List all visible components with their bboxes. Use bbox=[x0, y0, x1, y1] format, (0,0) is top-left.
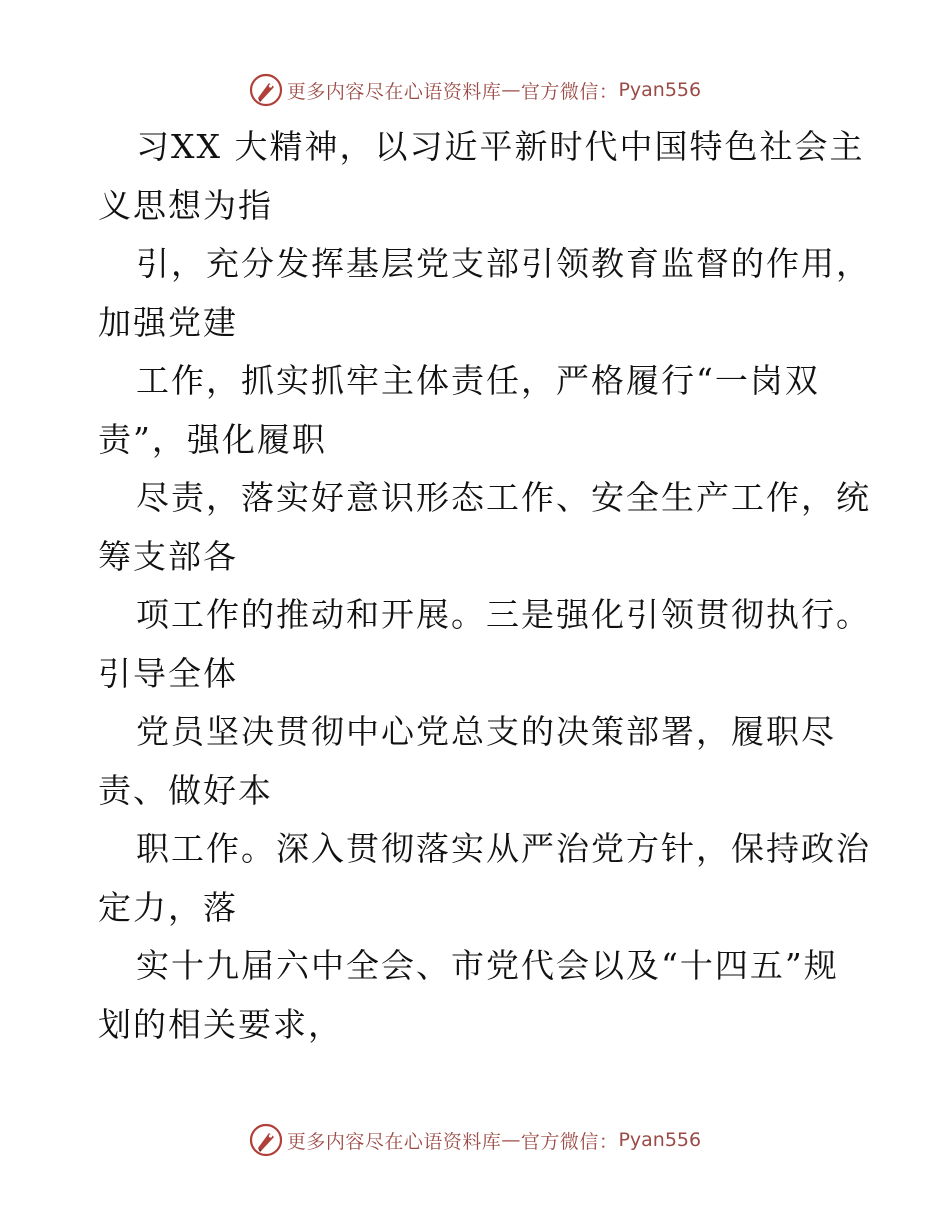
text-line: 引，充分发挥基层党支部引领教育监督的作用， bbox=[136, 244, 871, 283]
header-banner bbox=[0, 70, 950, 110]
text-line: 党员坚决贯彻中心党总支的决策部署，履职尽 bbox=[136, 712, 836, 751]
pen-nib-logo-icon bbox=[249, 1123, 283, 1157]
text-line: 筹支部各 bbox=[98, 536, 238, 576]
text-line: 加强党建 bbox=[98, 302, 238, 342]
text-line: 引导全体 bbox=[98, 653, 238, 693]
text-line: 实十九届六中全会、市党代会以及“十四五”规 bbox=[136, 946, 839, 985]
text-line: 习XX 大精神，以习近平新时代中国特色社会主 bbox=[136, 127, 865, 166]
banner-dash: — bbox=[501, 79, 521, 101]
banner-wechat-label: 官方微信： bbox=[520, 1130, 619, 1153]
pen-nib-logo-icon bbox=[249, 73, 283, 107]
text-line: 职工作。深入贯彻落实从严治党方针，保持政治 bbox=[136, 829, 871, 868]
text-line: 责、做好本 bbox=[98, 770, 273, 810]
text-line: 定力，落 bbox=[98, 887, 238, 927]
text-line: 项工作的推动和开展。三是强化引领贯彻执行。 bbox=[136, 595, 871, 634]
footer-banner bbox=[0, 1120, 950, 1160]
banner-wechat-id: Pyan556 bbox=[618, 1129, 702, 1151]
banner-text: 更多内容尽在心语资料库 bbox=[286, 1130, 502, 1153]
text-line: 义思想为指 bbox=[98, 185, 273, 225]
text-line: 工作，抓实抓牢主体责任，严格履行“一岗双 bbox=[136, 361, 820, 400]
text-line: 划的相关要求， bbox=[98, 1004, 343, 1044]
text-line: 尽责，落实好意识形态工作、安全生产工作，统 bbox=[136, 478, 871, 517]
text-line: 责”，强化履职 bbox=[98, 419, 327, 459]
banner-dash: — bbox=[501, 1129, 521, 1151]
banner-text: 更多内容尽在心语资料库 bbox=[286, 80, 502, 103]
banner-wechat-id: Pyan556 bbox=[618, 79, 702, 101]
banner-wechat-label: 官方微信： bbox=[520, 80, 619, 103]
document-body bbox=[98, 118, 871, 1054]
